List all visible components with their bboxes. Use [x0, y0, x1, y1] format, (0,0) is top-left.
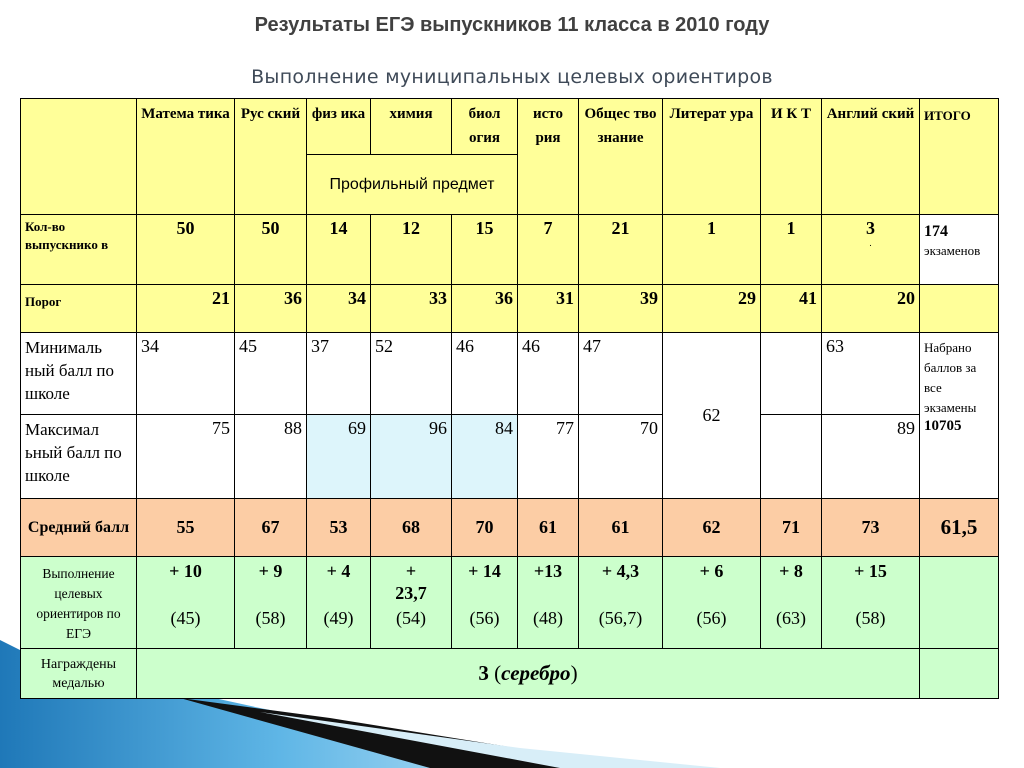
average-cell: 61 — [518, 499, 579, 557]
target-cell — [307, 557, 371, 649]
subject-header: Рус ский — [235, 99, 307, 215]
count-cell: 1 — [663, 215, 761, 285]
count-cell: 12 — [371, 215, 452, 285]
literature-merged-cell: 62 — [663, 333, 761, 499]
medal-kind: серебро — [501, 661, 571, 685]
max-cell: 89 — [822, 415, 920, 499]
target-delta: +13 — [533, 561, 563, 581]
max-cell: 84 — [452, 415, 518, 499]
max-cell: 69 — [307, 415, 371, 499]
page-subtitle: Выполнение муниципальных целевых ориентиров — [251, 66, 773, 88]
max-cell: 75 — [137, 415, 235, 499]
threshold-cell: 31 — [518, 285, 579, 333]
target-delta: + 23,7 — [395, 561, 427, 603]
average-cell: 71 — [761, 499, 822, 557]
row-label: Порог — [21, 285, 137, 333]
empty-cell — [920, 285, 999, 333]
total-points-value: 10705 — [924, 418, 962, 434]
threshold-cell: 29 — [663, 285, 761, 333]
page-title: Результаты ЕГЭ выпускников 11 класса в 2010 году — [254, 14, 770, 36]
target-delta: + 4 — [326, 561, 351, 581]
target-cell — [822, 557, 920, 649]
average-total-cell: 61,5 — [920, 499, 999, 557]
max-cell: 70 — [579, 415, 663, 499]
medal-paren-close: ) — [570, 661, 578, 685]
threshold-cell: 20 — [822, 285, 920, 333]
average-cell: 53 — [307, 499, 371, 557]
target-delta: + 4,3 — [601, 561, 640, 581]
count-row — [21, 215, 999, 285]
target-value: (56,7) — [598, 608, 643, 628]
average-cell: 70 — [452, 499, 518, 557]
max-cell: 96 — [371, 415, 452, 499]
row-label: Средний балл — [21, 499, 137, 557]
target-value: (45) — [170, 608, 201, 628]
target-delta: + 14 — [468, 561, 501, 581]
total-header: ИТОГО — [920, 99, 999, 215]
target-delta: + 9 — [258, 561, 283, 581]
subject-header: Англий ский — [822, 99, 920, 215]
total-count-value: 174 — [924, 223, 948, 240]
average-cell: 61 — [579, 499, 663, 557]
min-cell: 47 — [579, 333, 663, 415]
count-cell: 50 — [137, 215, 235, 285]
target-cell — [137, 557, 235, 649]
target-cell — [761, 557, 822, 649]
threshold-cell: 39 — [579, 285, 663, 333]
min-cell: 34 — [137, 333, 235, 415]
threshold-cell: 21 — [137, 285, 235, 333]
target-delta: + 6 — [699, 561, 724, 581]
subject-header: биол огия — [452, 99, 518, 155]
target-delta: + 8 — [779, 561, 803, 581]
subject-header: Литерат ура — [663, 99, 761, 215]
corner-cell — [21, 99, 137, 215]
target-value: (63) — [776, 608, 806, 628]
row-label: Награждены медалью — [21, 649, 137, 699]
medal-count: 3 — [478, 661, 489, 685]
count-cell: 50 — [235, 215, 307, 285]
target-value: (56) — [469, 608, 500, 628]
empty-cell — [920, 557, 999, 649]
count-cell — [822, 215, 920, 285]
count-cell: 15 — [452, 215, 518, 285]
threshold-row — [21, 285, 999, 333]
target-value: (48) — [533, 608, 563, 628]
min-cell: 37 — [307, 333, 371, 415]
target-cell — [235, 557, 307, 649]
count-cell: 7 — [518, 215, 579, 285]
row-label: Максимал ьный балл по школе — [21, 415, 137, 499]
subject-header: И К Т — [761, 99, 822, 215]
target-cell — [579, 557, 663, 649]
min-cell: 45 — [235, 333, 307, 415]
empty-cell — [920, 649, 999, 699]
target-value: (49) — [323, 608, 354, 628]
threshold-cell: 36 — [235, 285, 307, 333]
target-value: (54) — [396, 608, 426, 628]
profile-label: Профильный предмет — [307, 155, 518, 215]
target-delta: + 10 — [169, 561, 202, 581]
threshold-cell: 41 — [761, 285, 822, 333]
threshold-cell: 36 — [452, 285, 518, 333]
subject-header: Общес тво знание — [579, 99, 663, 215]
total-points-text: Набрано баллов за все экзамены — [924, 340, 977, 415]
empty-cell — [761, 333, 822, 415]
threshold-cell: 34 — [307, 285, 371, 333]
average-cell: 73 — [822, 499, 920, 557]
average-cell: 67 — [235, 499, 307, 557]
target-cell — [663, 557, 761, 649]
medals-row — [21, 649, 999, 699]
max-row — [21, 415, 999, 499]
header-row — [21, 99, 999, 155]
total-points-cell — [920, 333, 999, 499]
target-value: (56) — [696, 608, 727, 628]
count-cell: 1 — [761, 215, 822, 285]
target-delta: + 15 — [854, 561, 887, 581]
results-table — [20, 98, 999, 699]
average-cell: 68 — [371, 499, 452, 557]
min-row — [21, 333, 999, 415]
count-cell: 21 — [579, 215, 663, 285]
min-cell: 46 — [452, 333, 518, 415]
medals-cell — [137, 649, 920, 699]
max-cell: 77 — [518, 415, 579, 499]
empty-cell — [761, 415, 822, 499]
target-cell — [452, 557, 518, 649]
average-cell: 55 — [137, 499, 235, 557]
min-cell: 63 — [822, 333, 920, 415]
subject-header: Матема тика — [137, 99, 235, 215]
threshold-cell: 33 — [371, 285, 452, 333]
count-value: 3 — [866, 218, 875, 238]
subject-header: физ ика — [307, 99, 371, 155]
target-value: (58) — [855, 608, 886, 628]
min-cell: 46 — [518, 333, 579, 415]
count-cell: 14 — [307, 215, 371, 285]
average-row — [21, 499, 999, 557]
subject-header: исто рия — [518, 99, 579, 215]
total-count-unit: экзаменов — [924, 243, 981, 258]
total-count-cell — [920, 215, 999, 285]
target-cell — [518, 557, 579, 649]
targets-row — [21, 557, 999, 649]
medal-paren-open: ( — [494, 661, 502, 685]
min-cell: 52 — [371, 333, 452, 415]
subject-header: химия — [371, 99, 452, 155]
target-value: (58) — [255, 608, 286, 628]
row-label: Кол-во выпускнико в — [21, 215, 137, 285]
row-label: Минималь ный балл по школе — [21, 333, 137, 415]
row-label: Выполнение целевых ориентиров по ЕГЭ — [21, 557, 137, 649]
average-cell: 62 — [663, 499, 761, 557]
stray-dot: . — [869, 238, 872, 248]
target-cell — [371, 557, 452, 649]
max-cell: 88 — [235, 415, 307, 499]
